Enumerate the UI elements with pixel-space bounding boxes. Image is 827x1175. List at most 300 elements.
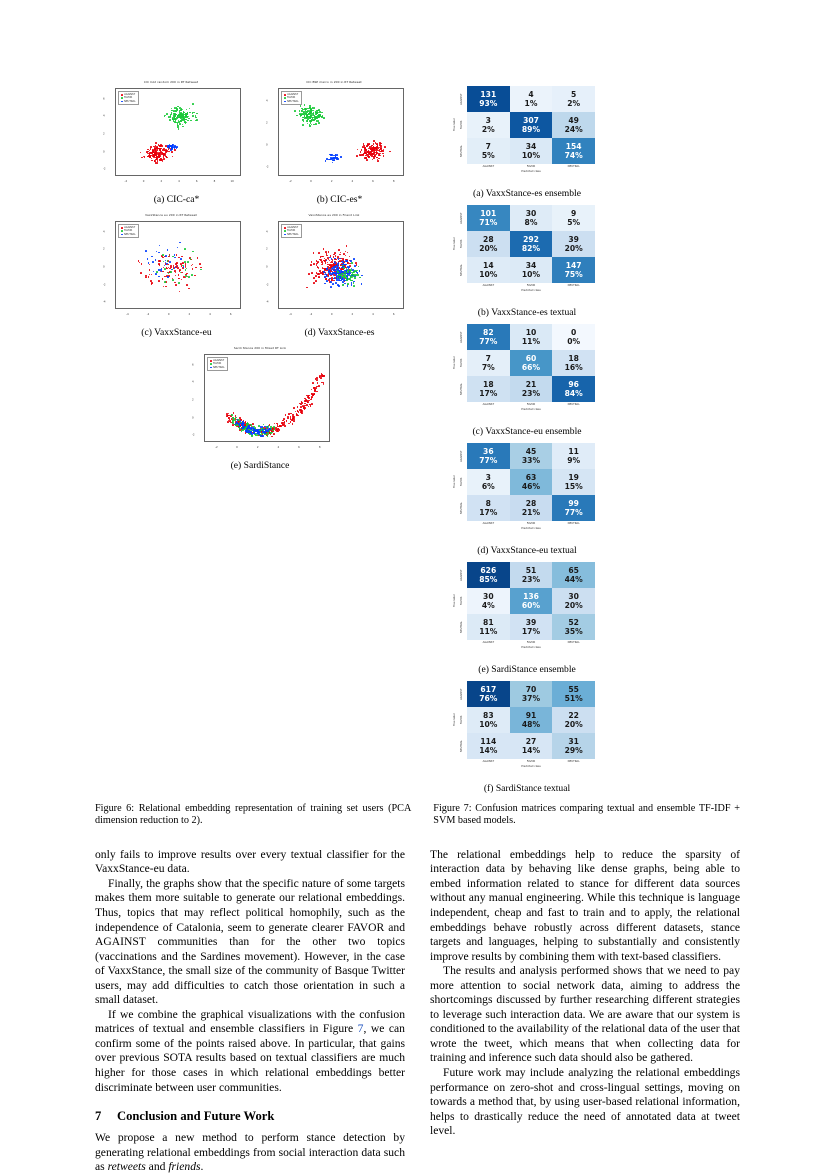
scatter-point bbox=[359, 277, 361, 279]
scatter-point bbox=[357, 149, 359, 151]
scatter-point bbox=[324, 283, 326, 285]
scatter-point bbox=[258, 433, 260, 435]
matrix-cells bbox=[467, 324, 595, 402]
cell-count: 34 bbox=[525, 141, 537, 151]
scatter-point bbox=[170, 271, 172, 273]
scatter-point bbox=[191, 274, 193, 276]
scatter-point bbox=[176, 262, 178, 264]
scatter-point bbox=[324, 375, 326, 377]
scatter-point bbox=[296, 414, 298, 416]
y-tick-label: 0 bbox=[192, 416, 194, 420]
x-tick-label: FAVOR bbox=[526, 522, 536, 525]
scatter-point bbox=[313, 252, 315, 254]
legend-dot-favor bbox=[210, 363, 212, 365]
scatter-point bbox=[248, 425, 250, 427]
matrix-cell bbox=[552, 469, 595, 495]
right-column bbox=[430, 848, 740, 1175]
scatter-point bbox=[313, 263, 315, 265]
scatter-point bbox=[245, 430, 247, 432]
scatter-point bbox=[275, 429, 277, 431]
scatter-plot-sardistance bbox=[184, 346, 336, 456]
matrix-cell bbox=[467, 231, 510, 257]
scatter-point bbox=[140, 272, 142, 274]
scatter-point bbox=[343, 279, 345, 281]
plot-axes bbox=[115, 221, 241, 309]
matrix-cell bbox=[510, 205, 553, 231]
legend-dot-neutral bbox=[121, 234, 123, 236]
y-axis-title: True label bbox=[453, 594, 456, 608]
x-tick-labels bbox=[467, 165, 595, 168]
y-tick-labels bbox=[457, 86, 466, 164]
scatter-plot-vaxxstance-eu bbox=[95, 213, 247, 323]
scatter-point bbox=[169, 255, 171, 257]
cell-count: 7 bbox=[485, 353, 491, 363]
scatter-point bbox=[252, 423, 254, 425]
scatter-point bbox=[317, 115, 319, 117]
y-tick-label: 0 bbox=[103, 265, 105, 269]
scatter-point bbox=[156, 251, 158, 253]
cell-count: 3 bbox=[485, 472, 491, 482]
cell-count: 5 bbox=[571, 89, 577, 99]
scatter-point bbox=[315, 280, 317, 282]
scatter-point bbox=[309, 106, 311, 108]
scatter-point bbox=[170, 115, 172, 117]
scatter-point bbox=[325, 251, 327, 253]
cell-count: 70 bbox=[525, 684, 537, 694]
matrix-cell bbox=[510, 733, 553, 759]
scatter-point bbox=[369, 151, 371, 153]
plot-title: CIC BSP marco in 200 in RT Retweet bbox=[306, 80, 362, 84]
matrix-cell bbox=[467, 495, 510, 521]
scatter-point bbox=[323, 384, 325, 386]
x-tick-label: 4 bbox=[372, 313, 374, 316]
x-tick-label: 0 bbox=[142, 180, 145, 183]
scatter-point bbox=[321, 256, 323, 258]
emphasis-friends: friends bbox=[168, 1160, 201, 1174]
legend-dot-favor bbox=[121, 230, 123, 232]
x-tick-label: -2 bbox=[146, 313, 150, 316]
x-tick-label: NEUTRAL bbox=[567, 522, 580, 525]
x-tick-label: 6 bbox=[392, 313, 395, 316]
scatter-point bbox=[345, 255, 347, 257]
x-tick-labels bbox=[467, 760, 595, 763]
scatter-point bbox=[175, 272, 177, 274]
scatter-point bbox=[345, 260, 347, 262]
scatter-point bbox=[307, 116, 309, 118]
scatter-point bbox=[352, 276, 354, 278]
scatter-point bbox=[162, 278, 164, 280]
scatter-point bbox=[306, 287, 308, 289]
scatter-point bbox=[189, 112, 191, 114]
subcaption-d: (d) VaxxStance-es bbox=[304, 327, 375, 338]
scatter-point bbox=[168, 151, 170, 153]
cell-count: 18 bbox=[483, 379, 494, 389]
scatter-point bbox=[147, 149, 149, 151]
matrix-cell bbox=[467, 324, 510, 350]
cell-count: 19 bbox=[568, 472, 579, 482]
cell-percent: 0% bbox=[567, 337, 581, 346]
scatter-point bbox=[354, 265, 356, 267]
matrix-cell bbox=[552, 257, 595, 283]
y-tick-label: NEUTRAL bbox=[460, 264, 463, 276]
cell-percent: 66% bbox=[521, 363, 541, 372]
scatter-point bbox=[179, 269, 181, 271]
scatter-point bbox=[158, 280, 160, 282]
x-tick-label: 2 bbox=[256, 446, 259, 449]
scatter-point bbox=[368, 148, 370, 150]
scatter-point bbox=[286, 420, 288, 422]
cell-count: 307 bbox=[523, 115, 539, 125]
scatter-point bbox=[304, 104, 306, 106]
scatter-point bbox=[317, 382, 319, 384]
cell-count: 51 bbox=[525, 565, 537, 575]
scatter-point bbox=[172, 256, 174, 258]
scatter-point bbox=[165, 115, 167, 117]
scatter-point bbox=[279, 425, 281, 427]
scatter-point bbox=[355, 274, 357, 276]
scatter-point bbox=[186, 284, 188, 286]
x-tick-label: 0 bbox=[236, 446, 238, 449]
matrix-cell bbox=[552, 350, 595, 376]
cell-count: 81 bbox=[483, 617, 494, 627]
x-tick-label: AGAINST bbox=[482, 403, 495, 406]
scatter-point bbox=[321, 112, 323, 114]
cell-percent: 10% bbox=[479, 270, 498, 279]
scatter-point bbox=[313, 393, 315, 395]
scatter-plot-vaxxstance-es bbox=[258, 213, 410, 323]
scatter-box-b bbox=[258, 80, 421, 190]
scatter-point bbox=[307, 108, 309, 110]
cell-count: 52 bbox=[568, 617, 579, 627]
scatter-point bbox=[320, 259, 322, 261]
scatter-point bbox=[375, 147, 377, 149]
cell-percent: 2% bbox=[481, 125, 495, 134]
scatter-point bbox=[182, 126, 184, 128]
cell-count: 60 bbox=[525, 353, 537, 363]
legend-label: FAVOR bbox=[124, 96, 133, 100]
scatter-point bbox=[184, 248, 186, 250]
scatter-point bbox=[345, 264, 347, 266]
x-tick-label: 6 bbox=[229, 313, 232, 316]
matrix-plot bbox=[451, 199, 603, 303]
y-tick-label: NEUTRAL bbox=[460, 740, 463, 752]
scatter-point bbox=[180, 112, 182, 114]
scatter-point bbox=[156, 162, 158, 164]
matrix-cell bbox=[552, 376, 595, 402]
scatter-point bbox=[185, 269, 187, 271]
scatter-point bbox=[343, 267, 345, 269]
scatter-point bbox=[327, 267, 329, 269]
scatter-point bbox=[296, 115, 298, 117]
x-tick-label: FAVOR bbox=[526, 284, 536, 287]
scatter-point bbox=[260, 435, 262, 437]
y-tick-label: -2 bbox=[103, 167, 106, 171]
cell-count: 30 bbox=[483, 591, 494, 601]
scatter-point bbox=[162, 161, 164, 163]
legend-dot-favor bbox=[284, 97, 286, 99]
x-tick-label: 8 bbox=[318, 446, 321, 449]
scatter-point bbox=[274, 423, 276, 425]
cell-percent: 76% bbox=[479, 694, 498, 703]
scatter-point bbox=[290, 413, 292, 415]
scatter-point bbox=[175, 110, 177, 112]
scatter-point bbox=[172, 144, 174, 146]
matrix-subcaption-d: (d) VaxxStance-eu textual bbox=[477, 545, 577, 556]
scatter-point bbox=[277, 426, 279, 428]
x-tick-label: 2 bbox=[160, 180, 163, 183]
scatter-point bbox=[150, 280, 152, 282]
scatter-point bbox=[357, 274, 359, 276]
scatter-point bbox=[287, 416, 289, 418]
y-tick-label: 2 bbox=[103, 132, 105, 136]
x-tick-label: AGAINST bbox=[482, 641, 495, 644]
scatter-point bbox=[323, 117, 325, 119]
x-tick-labels bbox=[467, 522, 595, 525]
cell-percent: 7% bbox=[481, 363, 495, 372]
cell-percent: 16% bbox=[564, 363, 583, 372]
x-tick-label: NEUTRAL bbox=[567, 165, 580, 168]
scatter-point bbox=[172, 269, 174, 271]
scatter-point bbox=[148, 276, 150, 278]
matrix-cells bbox=[467, 562, 595, 640]
y-tick-label: FAVOR bbox=[460, 239, 463, 249]
scatter-point bbox=[338, 279, 340, 281]
text-after-link: , we can confirm some of the points raised above. In particular, that gains over previous SOTA results based on textual classifiers are much higher for those cases in which relational embeddings better discriminate between user communities. bbox=[95, 1022, 405, 1094]
scatter-point bbox=[323, 271, 325, 273]
scatter-point bbox=[378, 155, 380, 157]
scatter-point bbox=[335, 154, 337, 156]
scatter-point bbox=[164, 265, 166, 267]
scatter-point bbox=[175, 275, 177, 277]
scatter-point bbox=[301, 412, 303, 414]
scatter-point bbox=[358, 266, 360, 268]
y-tick-label: AGAINST bbox=[460, 212, 463, 224]
scatter-point bbox=[177, 116, 179, 118]
scatter-point bbox=[155, 142, 157, 144]
x-tick-label: 6 bbox=[298, 446, 300, 449]
scatter-point bbox=[165, 286, 167, 288]
matrix-cell bbox=[552, 231, 595, 257]
y-tick-label: AGAINST bbox=[460, 569, 463, 581]
x-tick-label: 4 bbox=[209, 313, 211, 316]
paragraph-continuation: only fails to improve results over every textual classifier for the VaxxStance-eu data. bbox=[95, 847, 405, 876]
subcaption-row-1 bbox=[95, 190, 425, 205]
x-tick-label: NEUTRAL bbox=[567, 403, 580, 406]
scatter-point bbox=[319, 111, 321, 113]
scatter-point bbox=[192, 251, 194, 253]
scatter-point bbox=[163, 156, 165, 158]
scatter-point bbox=[193, 112, 195, 114]
matrix-plot bbox=[451, 556, 603, 660]
cell-percent: 17% bbox=[521, 627, 541, 636]
scatter-point bbox=[167, 276, 169, 278]
figure-7-caption: Figure 7: Confusion matrices comparing textual and ensemble TF-IDF + SVM based models. bbox=[433, 803, 740, 827]
x-tick-labels bbox=[467, 403, 595, 406]
y-tick-label: AGAINST bbox=[460, 93, 463, 105]
cell-percent: 14% bbox=[479, 746, 498, 755]
x-tick-label: 10 bbox=[230, 180, 234, 183]
matrix-subcaption-f: (f) SardiStance textual bbox=[483, 783, 571, 794]
scatter-point bbox=[313, 277, 315, 279]
legend-label: NEUTRAL bbox=[287, 232, 299, 236]
y-tick-label: -2 bbox=[266, 283, 269, 287]
scatter-point bbox=[239, 425, 241, 427]
scatter-point bbox=[377, 160, 379, 162]
x-tick-label: AGAINST bbox=[482, 760, 495, 763]
cell-percent: 44% bbox=[564, 575, 583, 584]
subcaption-a: (a) CIC-ca* bbox=[153, 194, 200, 205]
cell-percent: 35% bbox=[564, 627, 583, 636]
scatter-point bbox=[360, 151, 362, 153]
scatter-point bbox=[389, 151, 391, 153]
scatter-box-c bbox=[95, 213, 258, 323]
y-tick-label: 4 bbox=[192, 380, 194, 384]
scatter-point bbox=[299, 409, 301, 411]
scatter-point bbox=[318, 385, 320, 387]
cell-count: 83 bbox=[483, 710, 494, 720]
x-tick-label: 0 bbox=[310, 180, 312, 183]
scatter-point bbox=[157, 149, 159, 151]
scatter-point bbox=[289, 423, 291, 425]
scatter-point bbox=[366, 149, 368, 151]
matrix-cell bbox=[510, 614, 553, 640]
cell-percent: 9% bbox=[567, 456, 581, 465]
scatter-point bbox=[315, 275, 317, 277]
scatter-point bbox=[322, 115, 324, 117]
scatter-point bbox=[174, 147, 176, 149]
y-tick-label: -4 bbox=[266, 300, 269, 304]
scatter-point bbox=[267, 432, 269, 434]
scatter-point bbox=[185, 265, 187, 267]
y-tick-labels bbox=[457, 324, 466, 402]
scatter-point bbox=[242, 427, 244, 429]
scatter-point bbox=[306, 404, 308, 406]
scatter-point bbox=[337, 263, 339, 265]
y-axis-title: True label bbox=[453, 475, 456, 489]
scatter-point bbox=[258, 431, 260, 433]
scatter-point bbox=[312, 113, 314, 115]
cell-percent: 85% bbox=[479, 575, 498, 584]
scatter-point bbox=[181, 256, 183, 258]
scatter-point bbox=[171, 151, 173, 153]
legend-dot-neutral bbox=[284, 101, 286, 103]
legend-dot-favor bbox=[284, 230, 286, 232]
y-axis-title: True label bbox=[453, 356, 456, 370]
scatter-point bbox=[284, 426, 286, 428]
cell-count: 14 bbox=[483, 260, 494, 270]
scatter-point bbox=[151, 160, 153, 162]
scatter-row-2 bbox=[95, 213, 425, 323]
matrix-cell bbox=[510, 350, 553, 376]
legend-dot-against bbox=[284, 227, 286, 229]
cell-count: 0 bbox=[571, 327, 577, 337]
y-tick-label: 2 bbox=[266, 121, 268, 125]
left-column bbox=[95, 848, 405, 1175]
paragraph-future-work: Future work may include analyzing the relational embeddings performance on zero-shot and cross-lingual settings, moving on towards a method that, by using user-based relational information, helps to drastically reduce the need of annotated data at tweet level. bbox=[430, 1066, 740, 1138]
cell-percent: 93% bbox=[479, 99, 498, 108]
figure-7 bbox=[447, 80, 740, 794]
paragraph-graphs-analysis: Finally, the graphs show that the specific nature of some targets makes them more suitable to generate our relational embeddings. Thus, topics that may reflect political homophily, such as the independence of Catalonia, seem to generate clearer FAVOR and AGAINST communities than for the other two topics (vaccinations and the Sardines movement). However, in the case of VaxxStance, the small size of the community of Basque Twitter users, may add difficulties to catch those orientation in such a small dataset. bbox=[95, 876, 405, 1007]
scatter-point bbox=[334, 252, 336, 254]
scatter-point bbox=[335, 255, 337, 257]
scatter-point bbox=[314, 118, 316, 120]
scatter-point bbox=[311, 272, 313, 274]
scatter-point bbox=[171, 148, 173, 150]
plot-title: CIC CA2 random 200 in RT Retweet bbox=[143, 80, 199, 84]
legend-dot-against bbox=[121, 94, 123, 96]
matrix-cell bbox=[510, 443, 553, 469]
scatter-point bbox=[315, 123, 317, 125]
scatter-point bbox=[313, 282, 315, 284]
cell-percent: 29% bbox=[564, 746, 583, 755]
matrix-subcaption-c: (c) VaxxStance-eu ensemble bbox=[472, 426, 582, 437]
scatter-point bbox=[183, 118, 185, 120]
scatter-point bbox=[335, 273, 337, 275]
scatter-point bbox=[178, 282, 180, 284]
cell-count: 45 bbox=[525, 446, 537, 456]
x-tick-labels bbox=[467, 284, 595, 287]
cell-count: 91 bbox=[525, 710, 537, 720]
subcaption-e: (e) SardiStance bbox=[230, 460, 290, 471]
scatter-point bbox=[341, 279, 343, 281]
scatter-point bbox=[362, 154, 364, 156]
scatter-point bbox=[380, 155, 382, 157]
scatter-point bbox=[192, 268, 194, 270]
matrix-cells bbox=[467, 205, 595, 283]
cell-percent: 71% bbox=[479, 218, 498, 227]
scatter-point bbox=[181, 272, 183, 274]
cell-count: 36 bbox=[483, 446, 494, 456]
scatter-point bbox=[341, 261, 343, 263]
matrix-cell bbox=[467, 588, 510, 614]
cell-percent: 51% bbox=[564, 694, 583, 703]
cell-count: 30 bbox=[525, 208, 537, 218]
cell-count: 28 bbox=[483, 234, 494, 244]
x-tick-label: 8 bbox=[213, 180, 216, 183]
scatter-point bbox=[353, 282, 355, 284]
cell-count: 27 bbox=[525, 736, 537, 746]
cell-count: 101 bbox=[480, 208, 497, 218]
scatter-point bbox=[195, 115, 197, 117]
scatter-point bbox=[181, 279, 183, 281]
y-tick-label: 4 bbox=[266, 99, 268, 103]
scatter-point bbox=[262, 435, 264, 437]
scatter-point bbox=[309, 105, 311, 107]
cell-percent: 4% bbox=[481, 601, 495, 610]
scatter-point bbox=[147, 258, 149, 260]
cell-percent: 10% bbox=[479, 720, 498, 729]
scatter-point bbox=[364, 148, 366, 150]
scatter-point bbox=[356, 155, 358, 157]
figure-7-link[interactable]: 7 bbox=[357, 1022, 364, 1036]
scatter-point bbox=[174, 270, 176, 272]
scatter-point bbox=[307, 401, 309, 403]
matrix-plot bbox=[451, 437, 603, 541]
scatter-row-1 bbox=[95, 80, 425, 190]
x-axis-title: Predicted class bbox=[521, 527, 541, 530]
scatter-point bbox=[334, 258, 336, 260]
cell-percent: 17% bbox=[479, 389, 498, 398]
cell-count: 30 bbox=[568, 591, 579, 601]
y-tick-label: -2 bbox=[192, 433, 195, 437]
scatter-point bbox=[326, 274, 328, 276]
matrix-cells bbox=[467, 86, 595, 164]
scatter-point bbox=[327, 262, 329, 264]
figure-captions bbox=[95, 794, 740, 828]
scatter-point bbox=[167, 264, 169, 266]
scatter-point bbox=[240, 420, 242, 422]
scatter-point bbox=[277, 429, 279, 431]
